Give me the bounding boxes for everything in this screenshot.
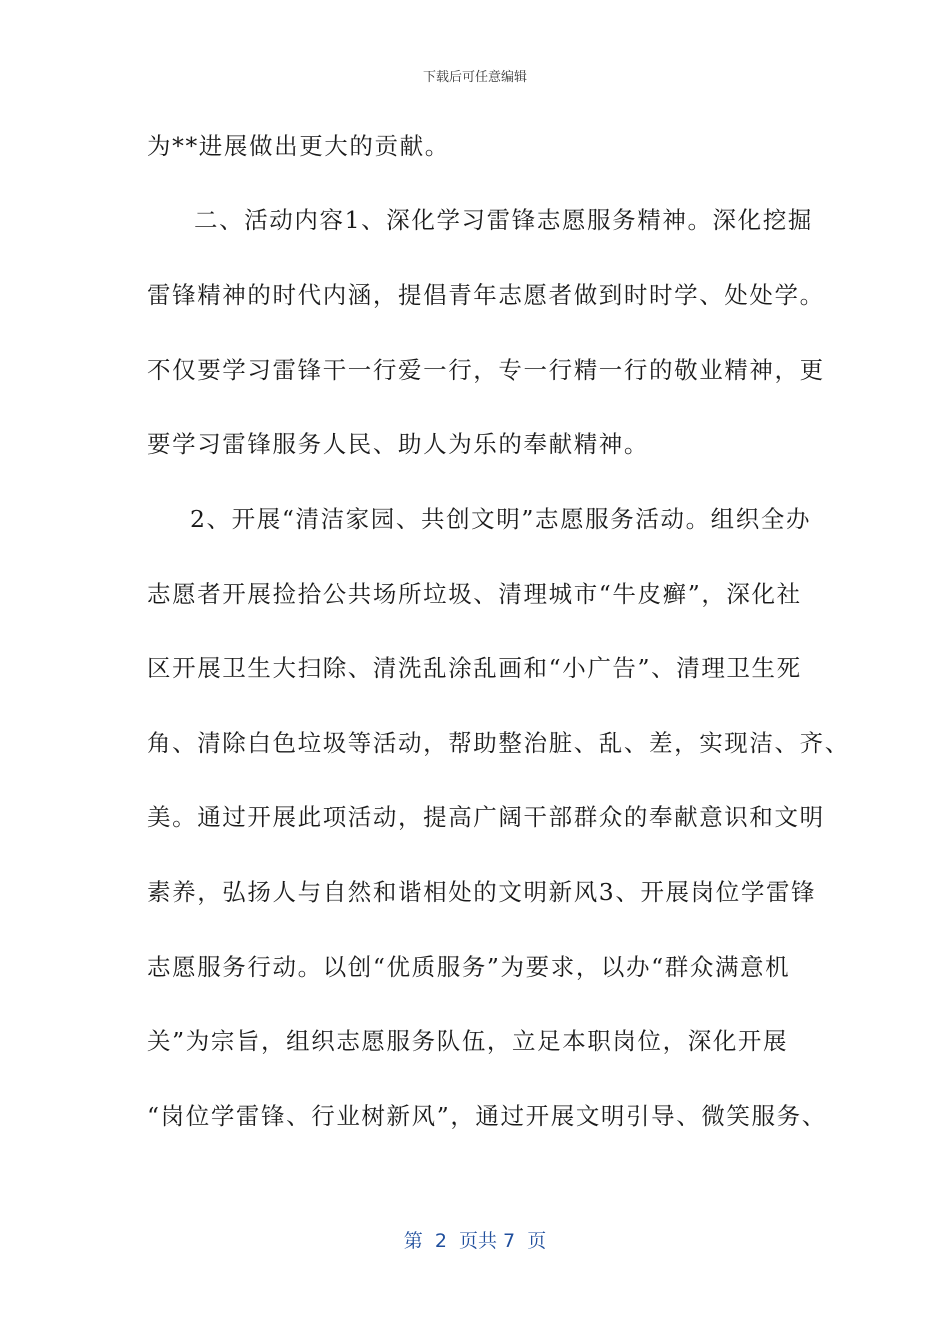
body-line-12: 志愿服务行动。以创“优质服务”为要求，以办“群众满意机 (147, 953, 791, 981)
body-line-1: 为**进展做出更大的贡献。 (147, 132, 450, 160)
body-line-8: 区开展卫生大扫除、清洗乱涂乱画和“小广告”、清理卫生死 (147, 654, 802, 682)
body-line-7: 志愿者开展捡拾公共场所垃圾、清理城市“牛皮癣”，深化社 (147, 580, 802, 608)
page-number: 第 2 页共 7 页 (403, 1230, 547, 1252)
body-line-13: 关”为宗旨，组织志愿服务队伍，立足本职岗位，深化开展 (147, 1027, 789, 1055)
page-header-note: 下载后可任意编辑 (422, 70, 527, 85)
body-line-4: 不仅要学习雷锋干一行爱一行，专一行精一行的敬业精神，更 (147, 356, 825, 384)
body-line-2: 二、活动内容1、深化学习雷锋志愿服务精神。深化挖掘 (194, 206, 813, 234)
body-line-5: 要学习雷锋服务人民、助人为乐的奉献精神。 (147, 430, 649, 458)
body-line-10: 美。通过开展此项活动，提高广阔干部群众的奉献意识和文明 (147, 803, 825, 831)
body-line-14: “岗位学雷锋、行业树新风”，通过开展文明引导、微笑服务、 (147, 1102, 827, 1130)
body-line-9: 角、清除白色垃圾等活动，帮助整治脏、乱、差，实现洁、齐、 (147, 729, 850, 757)
body-line-3: 雷锋精神的时代内涵，提倡青年志愿者做到时时学、处处学。 (147, 281, 825, 309)
body-line-11: 素养，弘扬人与自然和谐相处的文明新风3、开展岗位学雷锋 (147, 878, 817, 906)
body-line-6: 2、开展“清洁家园、共创文明”志愿服务活动。组织全办 (190, 505, 812, 533)
